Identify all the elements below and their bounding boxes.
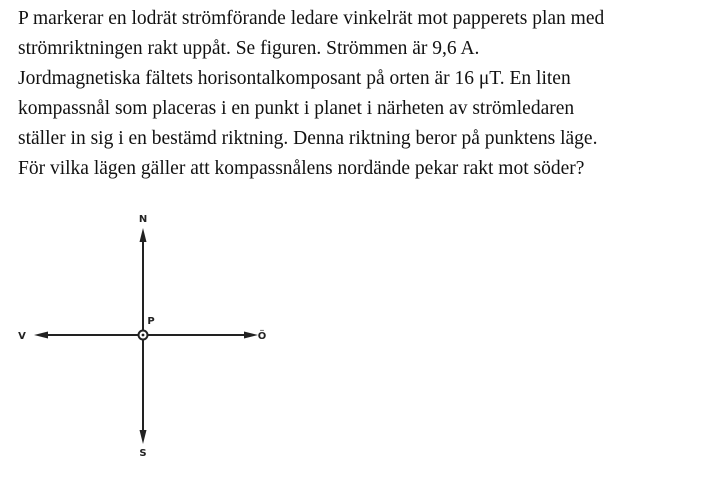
problem-line-3: Jordmagnetiska fältets horisontalkomposant på orten är 16 μT. En liten: [18, 68, 571, 89]
label-south: S: [139, 448, 147, 459]
problem-statement: [18, 4, 708, 184]
south-arrowhead: [140, 430, 147, 444]
problem-line-2: strömriktningen rakt uppåt. Se figuren. Strömmen är 9,6 A.: [18, 38, 480, 59]
west-arrowhead: [34, 332, 48, 339]
label-east: Ö: [257, 331, 267, 342]
problem-line-1: P markerar en lodrät strömförande ledare vinkelrät mot papperets plan med: [18, 8, 605, 29]
east-arrowhead: [244, 332, 258, 339]
problem-line-5: ställer in sig i en bestämd riktning. Denna riktning beror på punktens läge.: [18, 128, 598, 149]
conductor-dot: [142, 334, 145, 337]
conductor-point: [139, 331, 148, 340]
problem-line-4: kompassnål som placeras i en punkt i planet i närheten av strömledaren: [18, 98, 575, 119]
north-arrowhead: [140, 228, 147, 242]
label-west: V: [18, 331, 26, 342]
problem-line-6: För vilka lägen gäller att kompassnålens nordände pekar rakt mot söder?: [18, 158, 585, 179]
label-point: P: [147, 316, 155, 327]
compass-figure: [0, 200, 300, 490]
label-north: N: [138, 214, 148, 225]
